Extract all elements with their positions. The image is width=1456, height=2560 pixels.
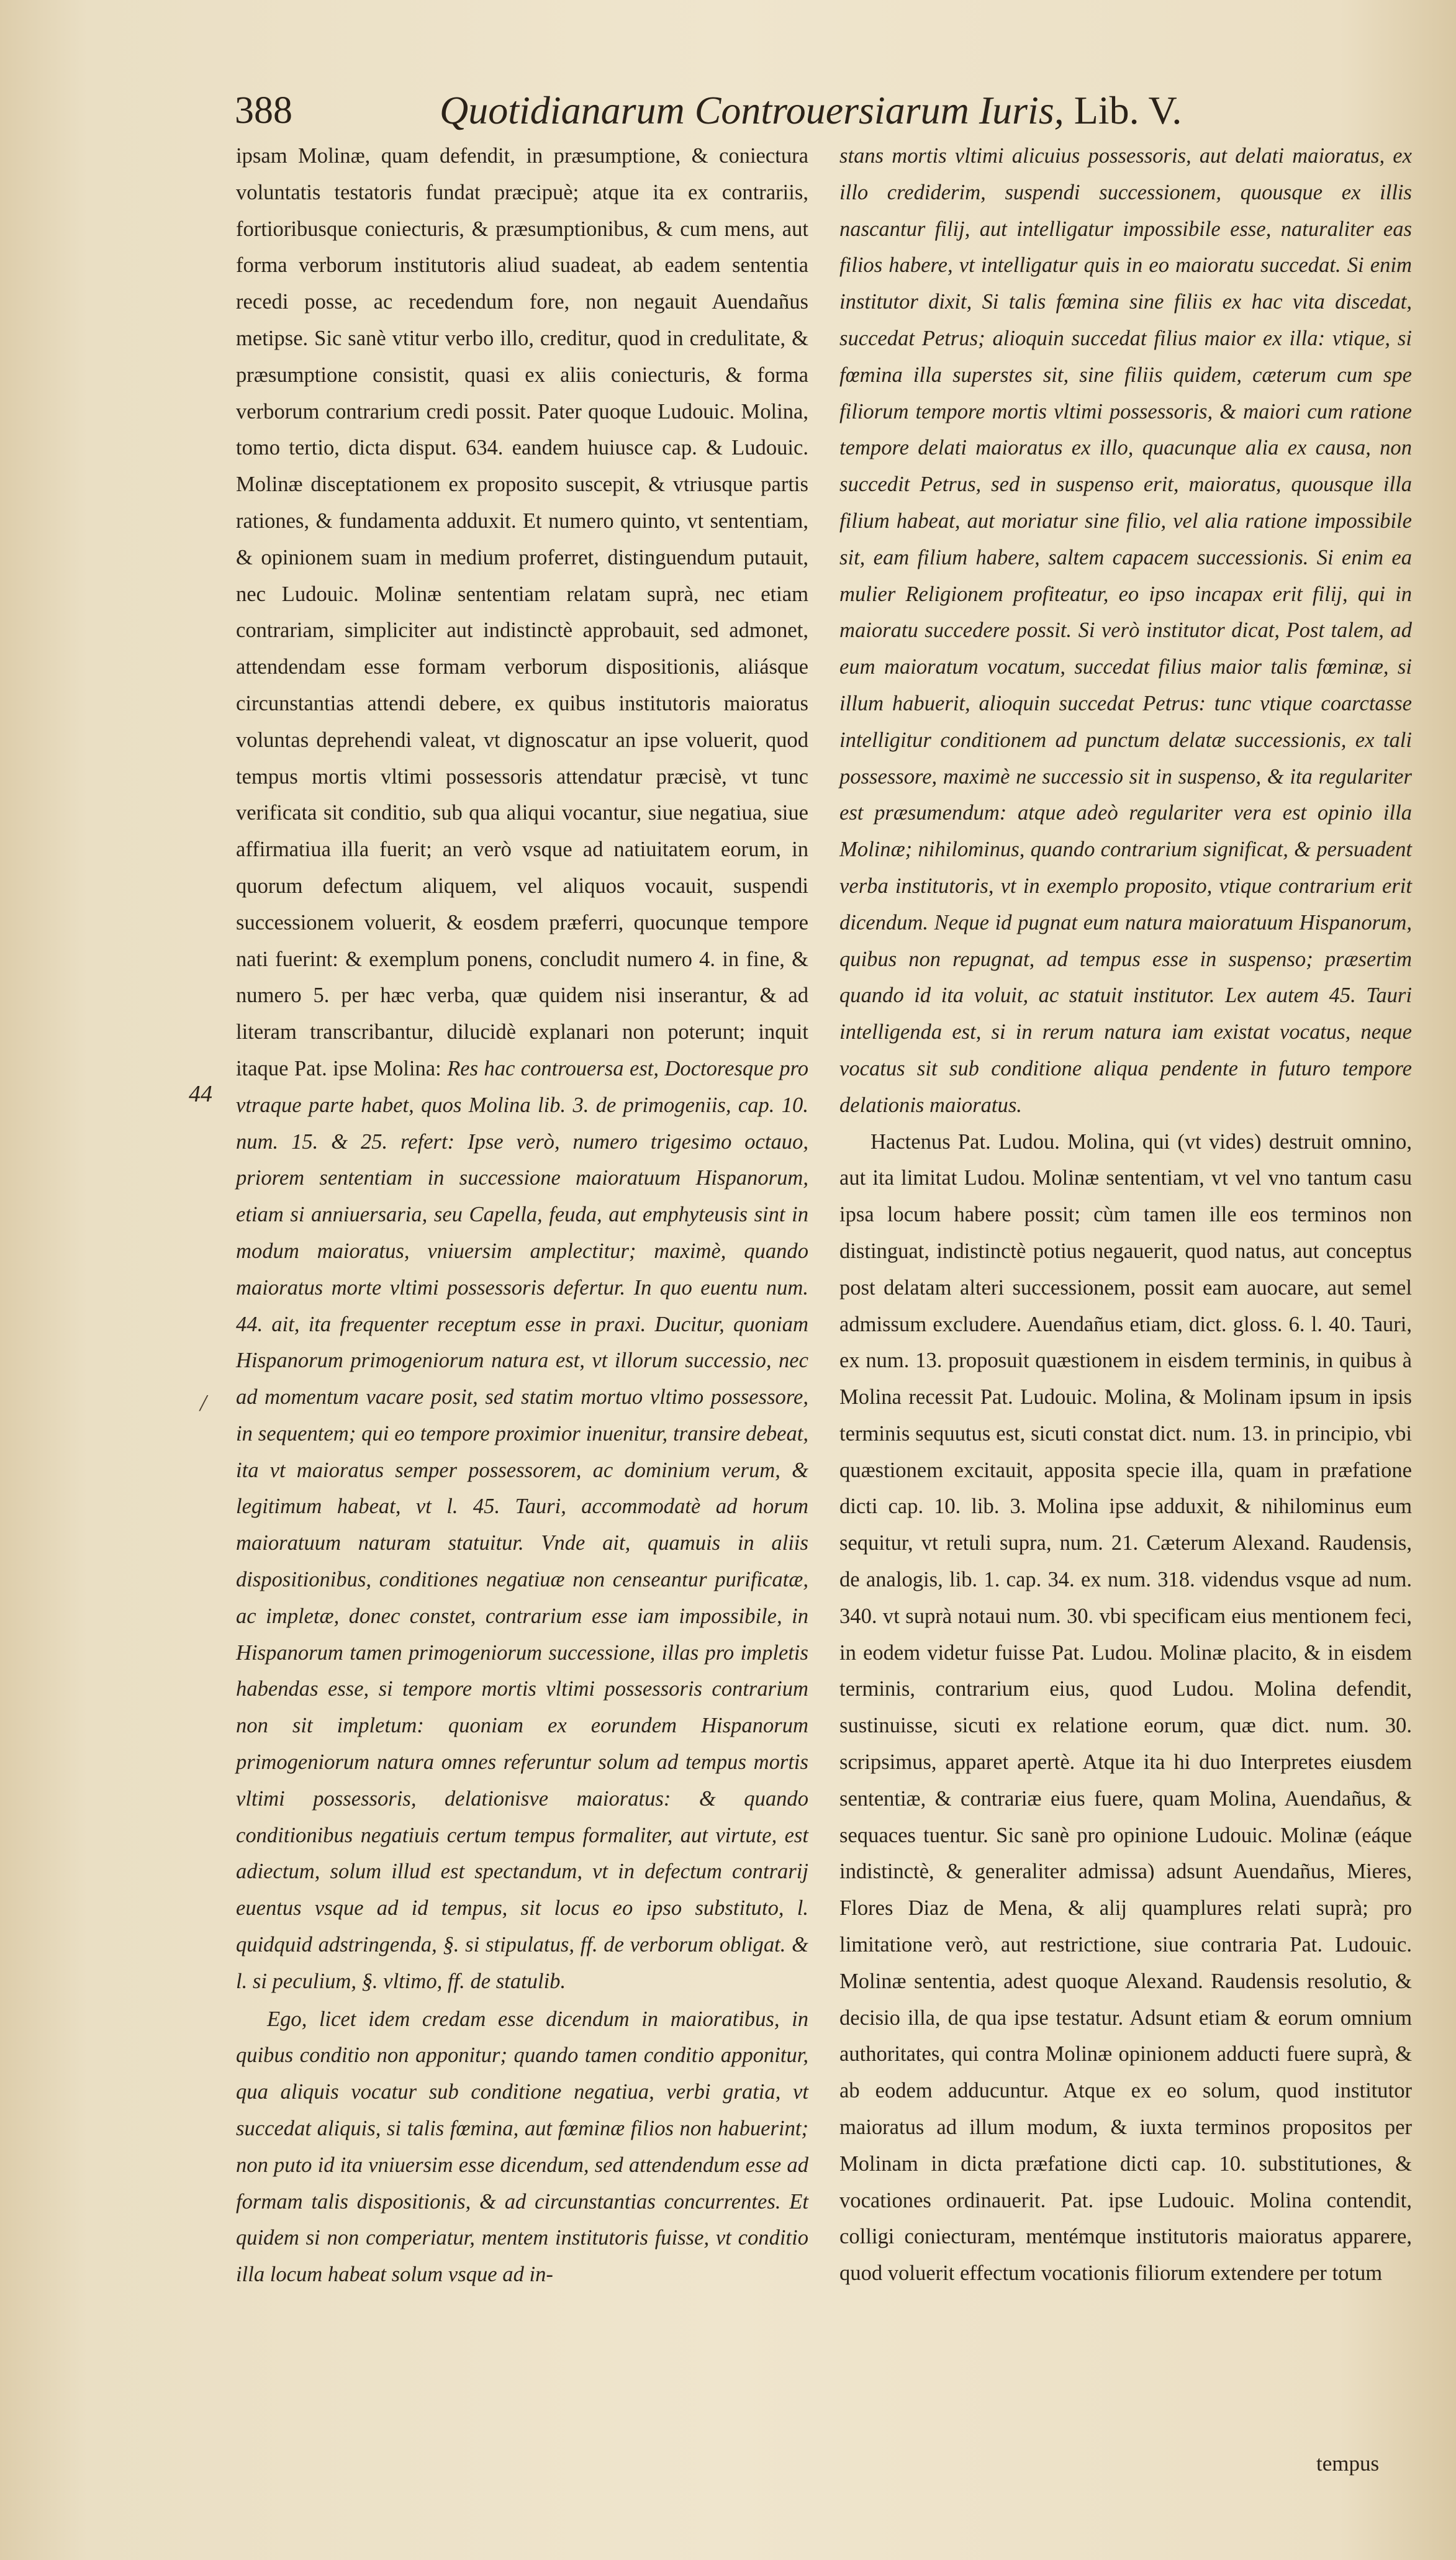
left-paragraph-1-text: ipsam Molinæ, quam defendit, in præsumptione, & coniectura voluntatis testatoris fundat præcipuè; atque ita ex contrariis, fortioribusque coniecturis, & præsumptionibus, & cum mens, aut forma verborum institutoris aliud suadeat, ab eadem sententia recedi posse, ac recedendum fore, non negauit Auendañus metipse. Sic sanè vtitur verbo illo, creditur, quod in credulitate, & præsumptione consistit, quasi ex aliis coniecturis, & forma verborum contrarium credi possit. Pater quoque Ludouic. Molina, tomo tertio, dicta disput. 634. eandem huiusce cap. & Ludouic. Molinæ disceptationem ex proposito suscepit, & vtriusque partis rationes, & fundamenta adduxit. Et numero quinto, vt sententiam, & opinionem suam in medium proferret, distinguendum putauit, nec Ludouic. Molinæ sententiam relatam suprà, nec etiam contrariam, simpliciter aut indistinctè approbauit, sed admonet, attendendam esse formam verborum dispositionis, aliásque circunstantias attendi debere, ex quibus institutoris maioratus voluntas deprehendi valeat, vt dignoscatur an ipse voluerit, quod tempus mortis vltimi possessoris attendatur præcisè, vt tunc verificata sit conditio, sub qua aliqui vocantur, siue negatiua, siue affirmatiua illa fuerit; an verò vsque ad natiuitatem eorum, in quorum defectum aliquem, vel aliquos vocauit, suspendi successionem voluerit, & eosdem præferri, quocunque tempore nati fuerint: & exemplum ponens, concludit numero 4. in fine, & numero 5. per hæc verba, quæ quidem nisi inserantur, & ad literam transcribantur, dilucidè explanari non poterunt; inquit itaque Pat. ipse Molina: — [236, 144, 808, 1080]
right-paragraph-2: Hactenus Pat. Ludou. Molina, qui (vt vides) destruit omnino, aut ita limitat Ludou. Molinæ sententiam, vt vel vno tantum casu ipsa locum habere possit; cùm tamen ille eos terminos non distinguat, indistinctè potius negauerit, quod natus, aut conceptus post delatam alteri successionem, possit eam auocare, aut semel admissum excludere. Auendañus etiam, dict. gloss. 6. l. 40. Tauri, ex num. 13. proposuit quæstionem in eisdem terminis, in quibus à Molina recessit Pat. Ludouic. Molina, & Molinam ipsum in ipsis terminis sequutus est, sicuti constat dict. num. 13. in principio, vbi quæstionem excitauit, apposita specie illa, quam in præfatione dicti cap. 10. lib. 3. Molina ipse adduxit, & nihilominus eum sequitur, vt retuli supra, num. 21. Cæterum Alexand. Raudensis, de analogis, lib. 1. cap. 34. ex num. 318. videndus vsque ad num. 340. vt suprà notaui num. 30. vbi specificam eius mentionem feci, in eodem videtur fuisse Pat. Ludou. Molinæ placito, & in eisdem terminis, contrarium eius, quod Ludou. Molina defendit, sustinuisse, sicuti ex relatione eorum, quæ dict. num. 30. scripsimus, apparet apertè. Atque ita hi duo Interpretes eiusdem sententiæ, & contrariæ eius fuere, quam Molina, Auendañus, & sequaces tuentur. Sic sanè pro opinione Ludouic. Molinæ (eáque indistinctè, & generaliter admissa) adsunt Auendañus, Mieres, Flores Diaz de Mena, & alij quamplures relati suprà; pro limitatione verò, aut restrictione, siue contraria Pat. Ludouic. Molinæ sententia, adest quoque Alexand. Raudensis resolutio, & decisio illa, de qua ipse testatur. Adsunt etiam & eorum omnium authoritates, qui contra Molinæ opinionem adducti fuere suprà, & ab eodem adducuntur. Atque ex eo solum, quod institutor maioratus ad illum modum, & iuxta terminos propositos per Molinam in dicta præfatione dicti cap. 10. substitutiones, & vocationes ordinauerit. Pat. ipse Ludouic. Molina contendit, colligi coniecturam, mentémque institutoris maioratus apparere, quod voluerit effectum vocationis filiorum extendere per totum — [839, 1129, 1412, 2286]
running-title — [440, 86, 1182, 135]
running-title-text: Quotidianarum Controuersiarum Iuris, — [440, 88, 1064, 132]
left-column — [236, 138, 808, 2293]
right-paragraph-1: stans mortis vltimi alicuius possessoris, aut delati maioratus, ex illo crediderim, suspendi successionem, quousque ex illis nascantur filij, aut intelligatur impossibile esse, naturaliter eas filios habere, vt intelligatur quis in eo maioratu succedat. Si enim institutor dixit, Si talis fœmina sine filiis ex hac vita discedat, succedat Petrus; alioquin succedat filius maior ex illa: vtique, si fœmina illa superstes sit, sine filiis quidem, cæterum cum spe filiorum tempore mortis vltimi possessoris, & maiori cum ratione tempore delati maioratus ex illo, quacunque alia ex causa, non succedit Petrus, sed in suspenso erit, maioratus, quousque illa filium habeat, aut moriatur sine filio, vel alia ratione impossibile sit, eam filium habere, saltem capacem successionis. Si enim ea mulier Religionem profiteatur, eo ipso incapax erit filij, qui in maioratu succedere possit. Si verò institutor dicat, Post talem, ad eum maioratum vocatum, succedat filius maior talis fœminæ, si illum habuerit, alioquin succedat Petrus: tunc vtique coarctasse intelligitur conditionem ad punctum delatæ successionis, ex tali possessore, maximè ne successio sit in suspenso, & ita regulariter est præsumendum: atque adeò regulariter vera est opinio illa Molinæ; nihilominus, quando contrarium significat, & persuadent verba institutoris, vt in exemplo proposito, vtique contrarium erit dicendum. Neque id pugnat eum natura maioratuum Hispanorum, quibus non repugnat, ad tempus esse in suspenso; præsertim quando id ita voluit, ac statuit institutor. Lex autem 45. Tauri intelligenda est, si in rerum natura iam existat vocatus, neque vocatus sit sub conditione aliqua pendente in futuro tempore delationis maioratus. — [839, 144, 1412, 1117]
left-paragraph-1 — [236, 138, 808, 2000]
page-number: 388 — [235, 89, 292, 132]
running-header — [235, 86, 1290, 135]
margin-note-number: 44 — [189, 1081, 212, 1107]
catchword: tempus — [1316, 2451, 1380, 2476]
left-paragraph-2: Ego, licet idem credam esse dicendum in maioratibus, in quibus conditio non apponitur; quando tamen conditio apponitur, qua aliquis vocatur sub conditione negatiua, verbi gratia, vt succedat aliquis, si talis fœmina, aut fœminæ filios non habuerint; non puto id ita vniuersim esse dicendum, sed attendendum esse ad formam talis dispositionis, & ad circunstantias concurrentes. Et quidem si non comperiatur, mentem institutoris fuisse, vt conditio illa locum habeat solum vsque ad in- — [236, 2007, 808, 2287]
left-paragraph-1-quote: Res hac controuersa est, Doctoresque pro vtraque parte habet, quos Molina lib. 3. de primogeniis, cap. 10. num. 15. & 25. refert: Ipse verò, numero trigesimo octauo, priorem sententiam in successione maioratuum Hispanorum, etiam si anniuersaria, seu Capella, feuda, aut emphyteusis sint in modum maioratus, vniuersim amplectitur; maximè, quando maioratus morte vltimi possessoris defertur. In quo euentu num. 44. ait, ita frequenter receptum esse in praxi. Ducitur, quoniam Hispanorum primogeniorum natura est, vt illorum successio, nec ad momentum vacare posit, sed statim mortuo vltimo possessore, in sequentem; qui eo tempore proximior inuenitur, transire debeat, ita vt maioratus semper possessorem, ac dominium verum, & legitimum habeat, vt l. 45. Tauri, accommodatè ad horum maioratuum naturam statuitur. Vnde ait, quamuis in aliis dispositionibus, conditiones negatiuæ non censeantur purificatæ, ac impletæ, donec constet, contrarium esse iam impossibile, in Hispanorum tamen primogeniorum successione, illas pro impletis habendas esse, si tempore mortis vltimi possessoris contrarium non sit impletum: quoniam ex eorundem Hispanorum primogeniorum natura omnes referuntur solum ad tempus mortis vltimi possessoris, delationisve maioratus: & quando conditionibus negatiuis certum tempus formaliter, aut virtute, est adiectum, solum illud est spectandum, vt in defectum contrarij euentus vsque ad id tempus, sit locus eo ipso substituto, l. quidquid adstringenda, §. si stipulatus, ff. de verborum obligat. & l. si peculium, §. vltimo, ff. de statulib. — [236, 1056, 808, 1993]
book-label: Lib. V. — [1074, 88, 1182, 132]
right-column — [839, 138, 1412, 2292]
margin-mark: / — [200, 1390, 207, 1416]
